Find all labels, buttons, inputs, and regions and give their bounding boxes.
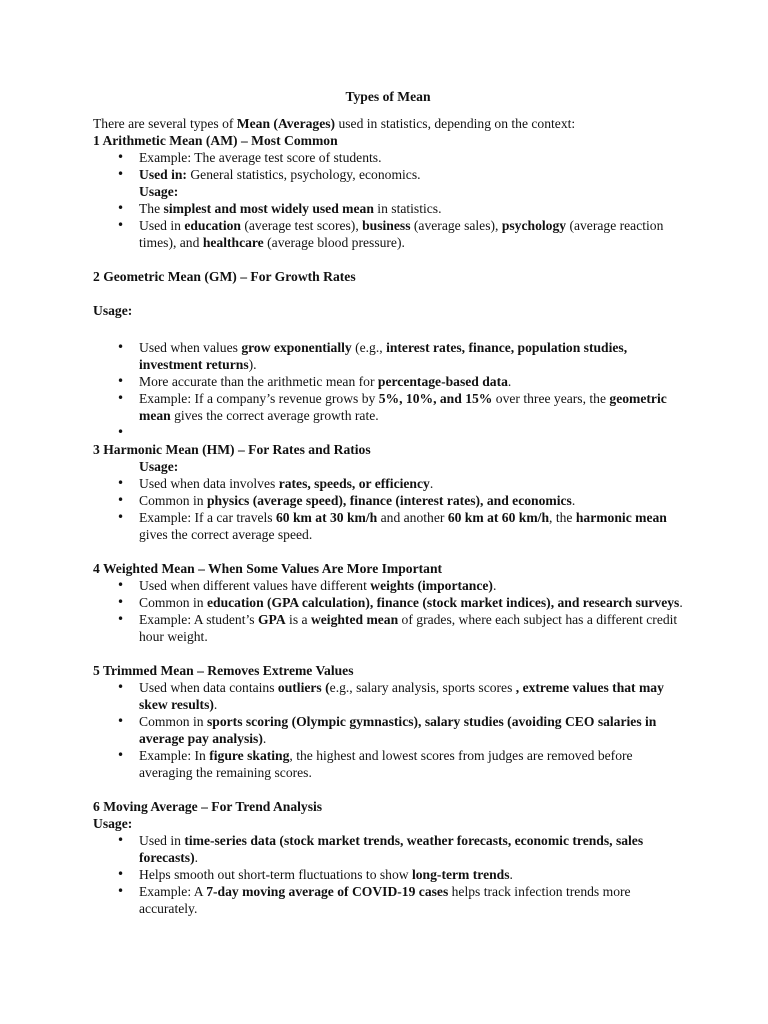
list-bold: harmonic mean	[575, 510, 667, 525]
list-text: Example: A	[139, 884, 207, 899]
spacer	[93, 285, 683, 302]
list-text: Used in	[139, 218, 185, 233]
trimmed-list	[93, 679, 683, 781]
usage-label: Usage:	[139, 459, 179, 474]
weighted-list	[93, 577, 683, 645]
geometric-list	[93, 339, 683, 441]
list-item	[139, 373, 683, 390]
list-text: Example: If a car travels	[139, 510, 276, 525]
list-text: , the	[549, 510, 576, 525]
list-text: .	[571, 493, 576, 508]
list-item	[139, 594, 683, 611]
list-bold: education (GPA calculation), finance (stock market indices), and research surveys	[206, 595, 680, 610]
list-text: Used when data involves	[139, 476, 279, 491]
list-bold: 60 km at 30 km/h	[276, 510, 378, 525]
list-text: in statistics.	[373, 201, 442, 216]
usage-label: Usage:	[139, 184, 179, 199]
list-bold: figure skating	[209, 748, 290, 763]
list-bold: geometric mean	[139, 391, 667, 423]
list-bold: Used in:	[139, 167, 187, 182]
list-bold: 7-day moving average of COVID-19 cases	[206, 884, 449, 899]
list-text: gives the correct average speed.	[139, 527, 313, 542]
usage-label: Usage:	[93, 303, 133, 318]
list-text: and another	[377, 510, 448, 525]
list-text: (average blood pressure).	[263, 235, 405, 250]
list-item	[139, 747, 683, 781]
list-text: is a	[285, 612, 311, 627]
list-bold: psychology	[501, 218, 567, 233]
intro-paragraph	[93, 115, 683, 132]
list-bold: physics (average speed), finance (interest rates), and economics	[206, 493, 572, 508]
list-text: , the highest and lowest scores from judges are removed before averaging the remaining scores.	[139, 748, 633, 780]
list-bold: percentage-based data	[377, 374, 508, 389]
list-item	[139, 577, 683, 594]
empty-list-item	[139, 424, 683, 441]
intro-bold: Mean (Averages)	[236, 116, 336, 131]
document-title: Types of Mean	[345, 89, 431, 104]
list-text: .	[679, 595, 683, 610]
document-page	[93, 88, 683, 917]
list-text: Used when values	[139, 340, 242, 355]
list-item	[139, 679, 683, 713]
list-bold: simplest and most widely used mean	[163, 201, 374, 216]
list-bold: interest rates, finance, population studies, investment returns	[139, 340, 628, 372]
list-bold: 5%, 10%, and 15%	[378, 391, 493, 406]
usage-label: Usage:	[93, 816, 133, 831]
list-text: Used when data contains	[139, 680, 278, 695]
list-text: Example: A student’s	[139, 612, 258, 627]
list-text: .	[213, 697, 218, 712]
section-heading-moving-average: 6 Moving Average – For Trend Analysis	[93, 799, 323, 814]
list-text: General statistics, psychology, economics.	[186, 167, 421, 182]
intro-text-end: used in statistics, depending on the context:	[335, 116, 576, 131]
list-item	[139, 475, 683, 492]
list-text: Common in	[139, 595, 207, 610]
list-item	[139, 713, 683, 747]
list-item	[139, 339, 683, 373]
section-heading-arithmetic: 1 Arithmetic Mean (AM) – Most Common	[93, 133, 338, 148]
list-text: .	[429, 476, 434, 491]
list-text: Common in	[139, 714, 207, 729]
list-text: Example: In	[139, 748, 210, 763]
list-item	[139, 509, 683, 543]
list-text: e.g., salary analysis, sports scores	[329, 680, 516, 695]
list-item	[139, 492, 683, 509]
list-item	[139, 149, 683, 166]
list-bold: long-term trends	[411, 867, 510, 882]
list-bold: time-series data (stock market trends, weather forecasts, economic trends, sales forecasts)	[139, 833, 644, 865]
list-text: of grades, where each subject has a different credit hour weight.	[139, 612, 678, 644]
list-bold: education	[184, 218, 241, 233]
list-text: (average reaction times), and	[139, 218, 664, 250]
list-bold: rates, speeds, or efficiency	[278, 476, 430, 491]
section-heading-trimmed: 5 Trimmed Mean – Removes Extreme Values	[93, 663, 354, 678]
list-item	[139, 883, 683, 917]
arithmetic-list	[93, 149, 683, 183]
list-item	[139, 217, 683, 251]
list-text: over three years, the	[492, 391, 610, 406]
list-text: (e.g.,	[351, 340, 387, 355]
section-heading-weighted: 4 Weighted Mean – When Some Values Are More Important	[93, 561, 443, 576]
list-text: (average test scores),	[240, 218, 363, 233]
list-text: (average sales),	[410, 218, 502, 233]
list-text: .	[509, 867, 513, 882]
list-bold: business	[362, 218, 411, 233]
spacer	[93, 645, 683, 662]
list-text: The	[139, 201, 164, 216]
list-bold: grow exponentially	[241, 340, 352, 355]
list-text: ).	[248, 357, 257, 372]
list-item	[139, 866, 683, 883]
list-bold: sports scoring (Olympic gymnastics), salary studies (avoiding CEO salaries in average pay analysis)	[139, 714, 657, 746]
list-text: Example: The average test score of students.	[139, 150, 382, 165]
list-text: gives the correct average growth rate.	[170, 408, 379, 423]
list-text: Example: If a company’s revenue grows by	[139, 391, 379, 406]
spacer	[93, 251, 683, 268]
list-item	[139, 390, 683, 424]
list-bold: healthcare	[202, 235, 264, 250]
list-item	[139, 166, 683, 183]
list-text: Helps smooth out short-term fluctuations to show	[139, 867, 412, 882]
list-text: Used in	[139, 833, 185, 848]
section-heading-geometric: 2 Geometric Mean (GM) – For Growth Rates	[93, 269, 356, 284]
list-item	[139, 832, 683, 866]
harmonic-list	[93, 475, 683, 543]
list-text: .	[492, 578, 497, 593]
intro-text: There are several types of	[93, 116, 237, 131]
spacer	[93, 319, 683, 339]
list-bold: 60 km at 60 km/h	[447, 510, 550, 525]
arithmetic-usage-list	[93, 200, 683, 251]
list-text: .	[507, 374, 512, 389]
list-bold: GPA	[257, 612, 286, 627]
list-text: Used when different values have different	[139, 578, 371, 593]
list-text: Common in	[139, 493, 207, 508]
list-text: .	[262, 731, 267, 746]
list-text: helps track infection trends more accurately.	[139, 884, 631, 916]
spacer	[93, 781, 683, 798]
list-text: .	[194, 850, 199, 865]
list-bold: outliers (	[277, 680, 330, 695]
list-text: More accurate than the arithmetic mean for	[139, 374, 378, 389]
list-bold: , extreme values that may skew results)	[139, 680, 664, 712]
list-bold: weighted mean	[310, 612, 399, 627]
list-bold: weights (importance)	[370, 578, 493, 593]
spacer	[93, 543, 683, 560]
list-item	[139, 200, 683, 217]
section-heading-harmonic: 3 Harmonic Mean (HM) – For Rates and Ratios	[93, 442, 371, 457]
moving-average-list	[93, 832, 683, 917]
list-item	[139, 611, 683, 645]
